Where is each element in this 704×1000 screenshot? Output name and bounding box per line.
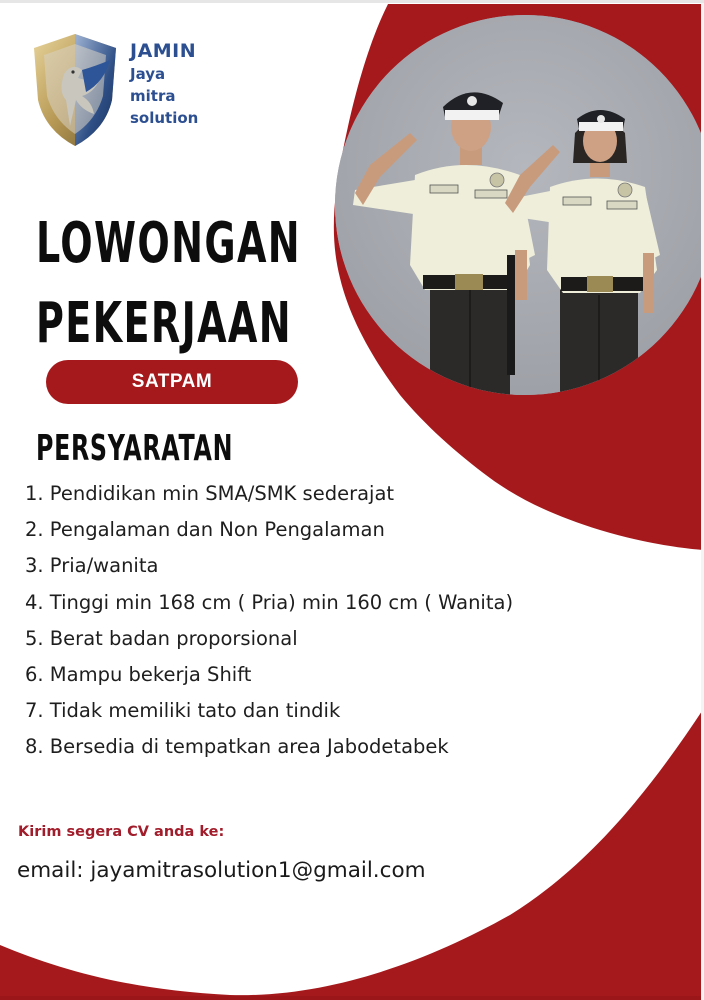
requirement-item: 3. Pria/wanita bbox=[25, 554, 159, 578]
brand-name-line1: JAMIN bbox=[130, 40, 197, 62]
requirements-title: PERSYARATAN bbox=[36, 428, 234, 469]
requirement-item: 6. Mampu bekerja Shift bbox=[25, 662, 252, 686]
position-badge bbox=[46, 360, 298, 404]
guards-photo bbox=[335, 15, 704, 395]
requirement-item: 8. Bersedia di tempatkan area Jabodetabek bbox=[25, 735, 449, 759]
brand-name-line2: Jaya bbox=[130, 65, 166, 83]
cv-call-to-action: Kirim segera CV anda ke: bbox=[18, 824, 225, 840]
headline-line1: LOWONGAN bbox=[36, 211, 302, 276]
contact-email[interactable]: email: jayamitrasolution1@gmail.com bbox=[17, 858, 426, 883]
position-badge-label: SATPAM bbox=[131, 371, 213, 392]
requirement-item: 4. Tinggi min 168 cm ( Pria) min 160 cm ( Wanita) bbox=[25, 590, 514, 614]
brand-name bbox=[130, 40, 198, 129]
requirement-item: 1. Pendidikan min SMA/SMK sederajat bbox=[25, 482, 395, 505]
requirements-list bbox=[25, 478, 513, 768]
top-border bbox=[0, 0, 704, 3]
shield-eagle-icon bbox=[30, 30, 120, 150]
brand-name-line4: solution bbox=[130, 109, 199, 127]
headline-line2: PEKERJAAN bbox=[36, 291, 292, 356]
requirement-item: 7. Tidak memiliki tato dan tindik bbox=[25, 699, 341, 723]
brand-name-line3: mitra bbox=[130, 87, 176, 105]
requirement-item: 5. Berat badan proporsional bbox=[25, 626, 298, 650]
requirement-item: 2. Pengalaman dan Non Pengalaman bbox=[25, 518, 385, 542]
bottom-red-bar bbox=[0, 996, 704, 1000]
